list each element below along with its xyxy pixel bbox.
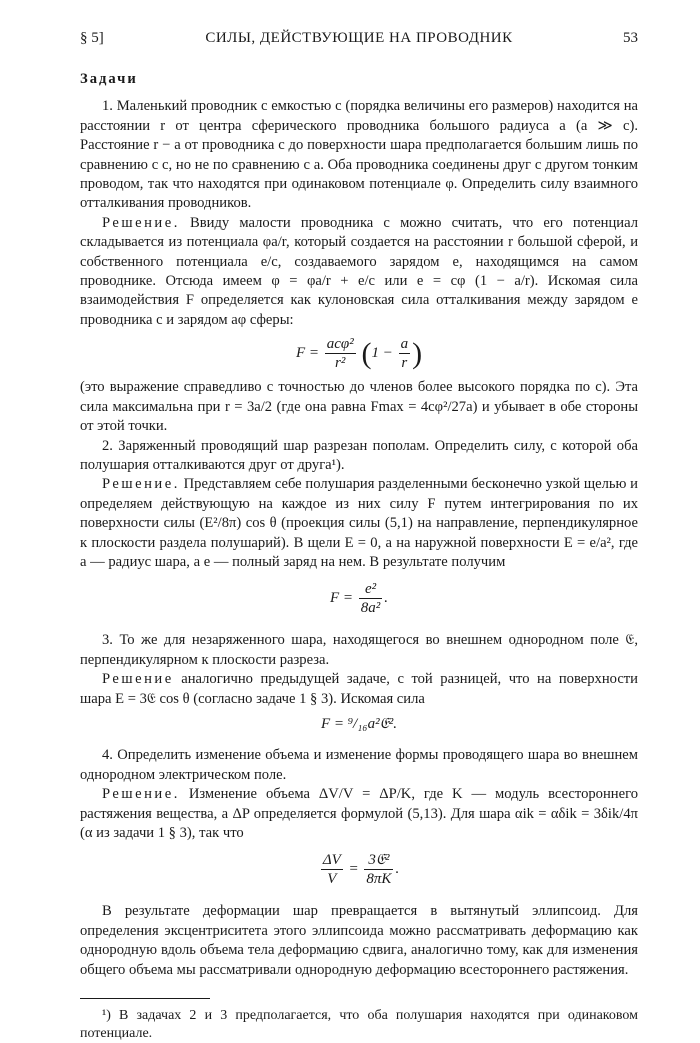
formula-1: [80, 335, 638, 372]
formula-end: .: [384, 590, 389, 607]
problem-3-solution: [80, 670, 638, 709]
problem-1-continuation: (это выражение справедливо с точностью до членов более высокого порядка по c). Эта сила максимальна при r = 3a/2 (где она равна Fmax = 4cφ²/27a) и убывает в обе стороны от этой точки.: [80, 379, 638, 435]
numerator: 3𝔈²: [364, 851, 393, 870]
paren-close: ): [412, 337, 423, 371]
solution-label: Решение.: [102, 214, 180, 231]
fraction: [321, 851, 343, 888]
solution-text: аналогично предыдущей задаче, с той разницей, что на поверхности шара E = 3𝔈 cos θ (согласно задаче 1 § 3). Искомая сила: [80, 671, 638, 707]
formula-4: [80, 851, 638, 888]
fraction: [399, 335, 411, 372]
denominator: V: [327, 871, 337, 888]
problem-1-solution: [80, 214, 638, 330]
denominator: 8a²: [360, 600, 381, 617]
problem-2-solution: [80, 475, 638, 572]
solution-label: Решение: [102, 671, 174, 688]
solution-text: Изменение объема ΔV/V = ΔP/K, где K — модуль всестороннего растяжения вещества, а ΔP определяется формулой (5,13). Для шара αik = αδik = 3δik/4π (α из задачи 1 § 3), так что: [80, 786, 638, 841]
denominator: r²: [335, 355, 346, 372]
numerator: ΔV: [322, 852, 341, 869]
equals-sign: =: [348, 861, 359, 878]
formula-3: F = ⁹/₁₆a²𝔈².: [320, 715, 398, 732]
fraction: [325, 335, 356, 372]
formula-end: .: [395, 861, 400, 878]
problem-3-statement: 3. То же для незаряженного шара, находящегося во внешнем однородном поле 𝔈, перпендикулярном к плоскости разреза.: [80, 632, 638, 668]
footnote-rule: [80, 998, 210, 999]
numerator: e²: [359, 580, 383, 599]
fraction: [364, 851, 393, 888]
denominator: 8πK: [366, 871, 392, 888]
page-content: [80, 70, 638, 1043]
problem-4-closing: В результате деформации шар превращается в вытянутый эллипсоид. Для определения эксцентриситета этого эллипсоида можно рассматривать деформацию как однородную вдоль объема тела деформацию сдвига, аналогично тому, как для изменения общего объема мы рассматривали однородную деформацию всестороннего растяжения.: [80, 903, 638, 978]
page-number: 53: [623, 30, 638, 46]
solution-text: Ввиду малости проводника c можно считать, что его потенциал складывается из потенциала φa/r, который создается на расстоянии r большой сферой, и собственного потенциала e/c, создаваемого зарядом e, находящимся на самом проводнике. Отсюда имеем φ = φa/r + e/c или e = cφ (1 − a/r). Искомая сила взаимодействия F определяется как кулоновская сила отталкивания между зарядом e проводника c и зарядом aφ сферы:: [80, 214, 638, 328]
problem-4-solution: [80, 785, 638, 843]
fraction: [359, 580, 383, 617]
footnote: ¹) В задачах 2 и 3 предполагается, что оба полушария находятся при одинаковом потенциале.: [80, 1008, 638, 1042]
section-ref: § 5]: [80, 30, 104, 46]
numerator: a: [400, 336, 409, 353]
problem-4-statement: 4. Определить изменение объема и изменение формы проводящего шара во внешнем однородном электрическом поле.: [80, 747, 638, 783]
one-minus: 1 −: [371, 345, 393, 362]
problem-2-statement: 2. Заряженный проводящий шар разрезан пополам. Определить силу, с которой оба полушария отталкиваются друг от друга¹).: [80, 437, 638, 473]
problem-1-statement: 1. Маленький проводник с емкостью c (порядка величины его размеров) находится на расстоянии r от центра сферического проводника большого радиуса a (a ≫ c). Расстояние r − a от проводника c до поверхности шара предполагается большим лишь по сравнению с c, но не по сравнению с a. Оба проводника соединены друг с другом тонким проводом, так что находятся при одинаковом потенциале φ. Определить силу взаимного отталкивания проводников.: [80, 98, 638, 212]
running-header: [80, 30, 638, 52]
numerator: acφ²: [326, 336, 354, 353]
formula-2: [80, 580, 638, 617]
chapter-title: СИЛЫ, ДЕЙСТВУЮЩИЕ НА ПРОВОДНИК: [205, 30, 513, 46]
denominator: r: [401, 355, 408, 372]
formula-lhs: F =: [329, 590, 354, 607]
problems-heading: Задачи: [80, 71, 138, 87]
solution-label: Решение.: [102, 786, 180, 803]
solution-text: Представляем себе полушария разделенными бесконечно узкой щелью и определяем действующую на каждое из них силу F путем интегрирования по их поверхности силы (E²/8π) cos θ (проекция силы (5,1) на направление, перпендикулярное к плоскости раздела полушарий). В щели E = 0, а на наружной поверхности E = e/a², где a — радиус шара, а e — полный заряд на нем. В результате получим: [80, 476, 638, 570]
formula-lhs: F =: [295, 345, 319, 362]
solution-label: Решение.: [102, 476, 180, 493]
paren-open: (: [361, 337, 372, 371]
